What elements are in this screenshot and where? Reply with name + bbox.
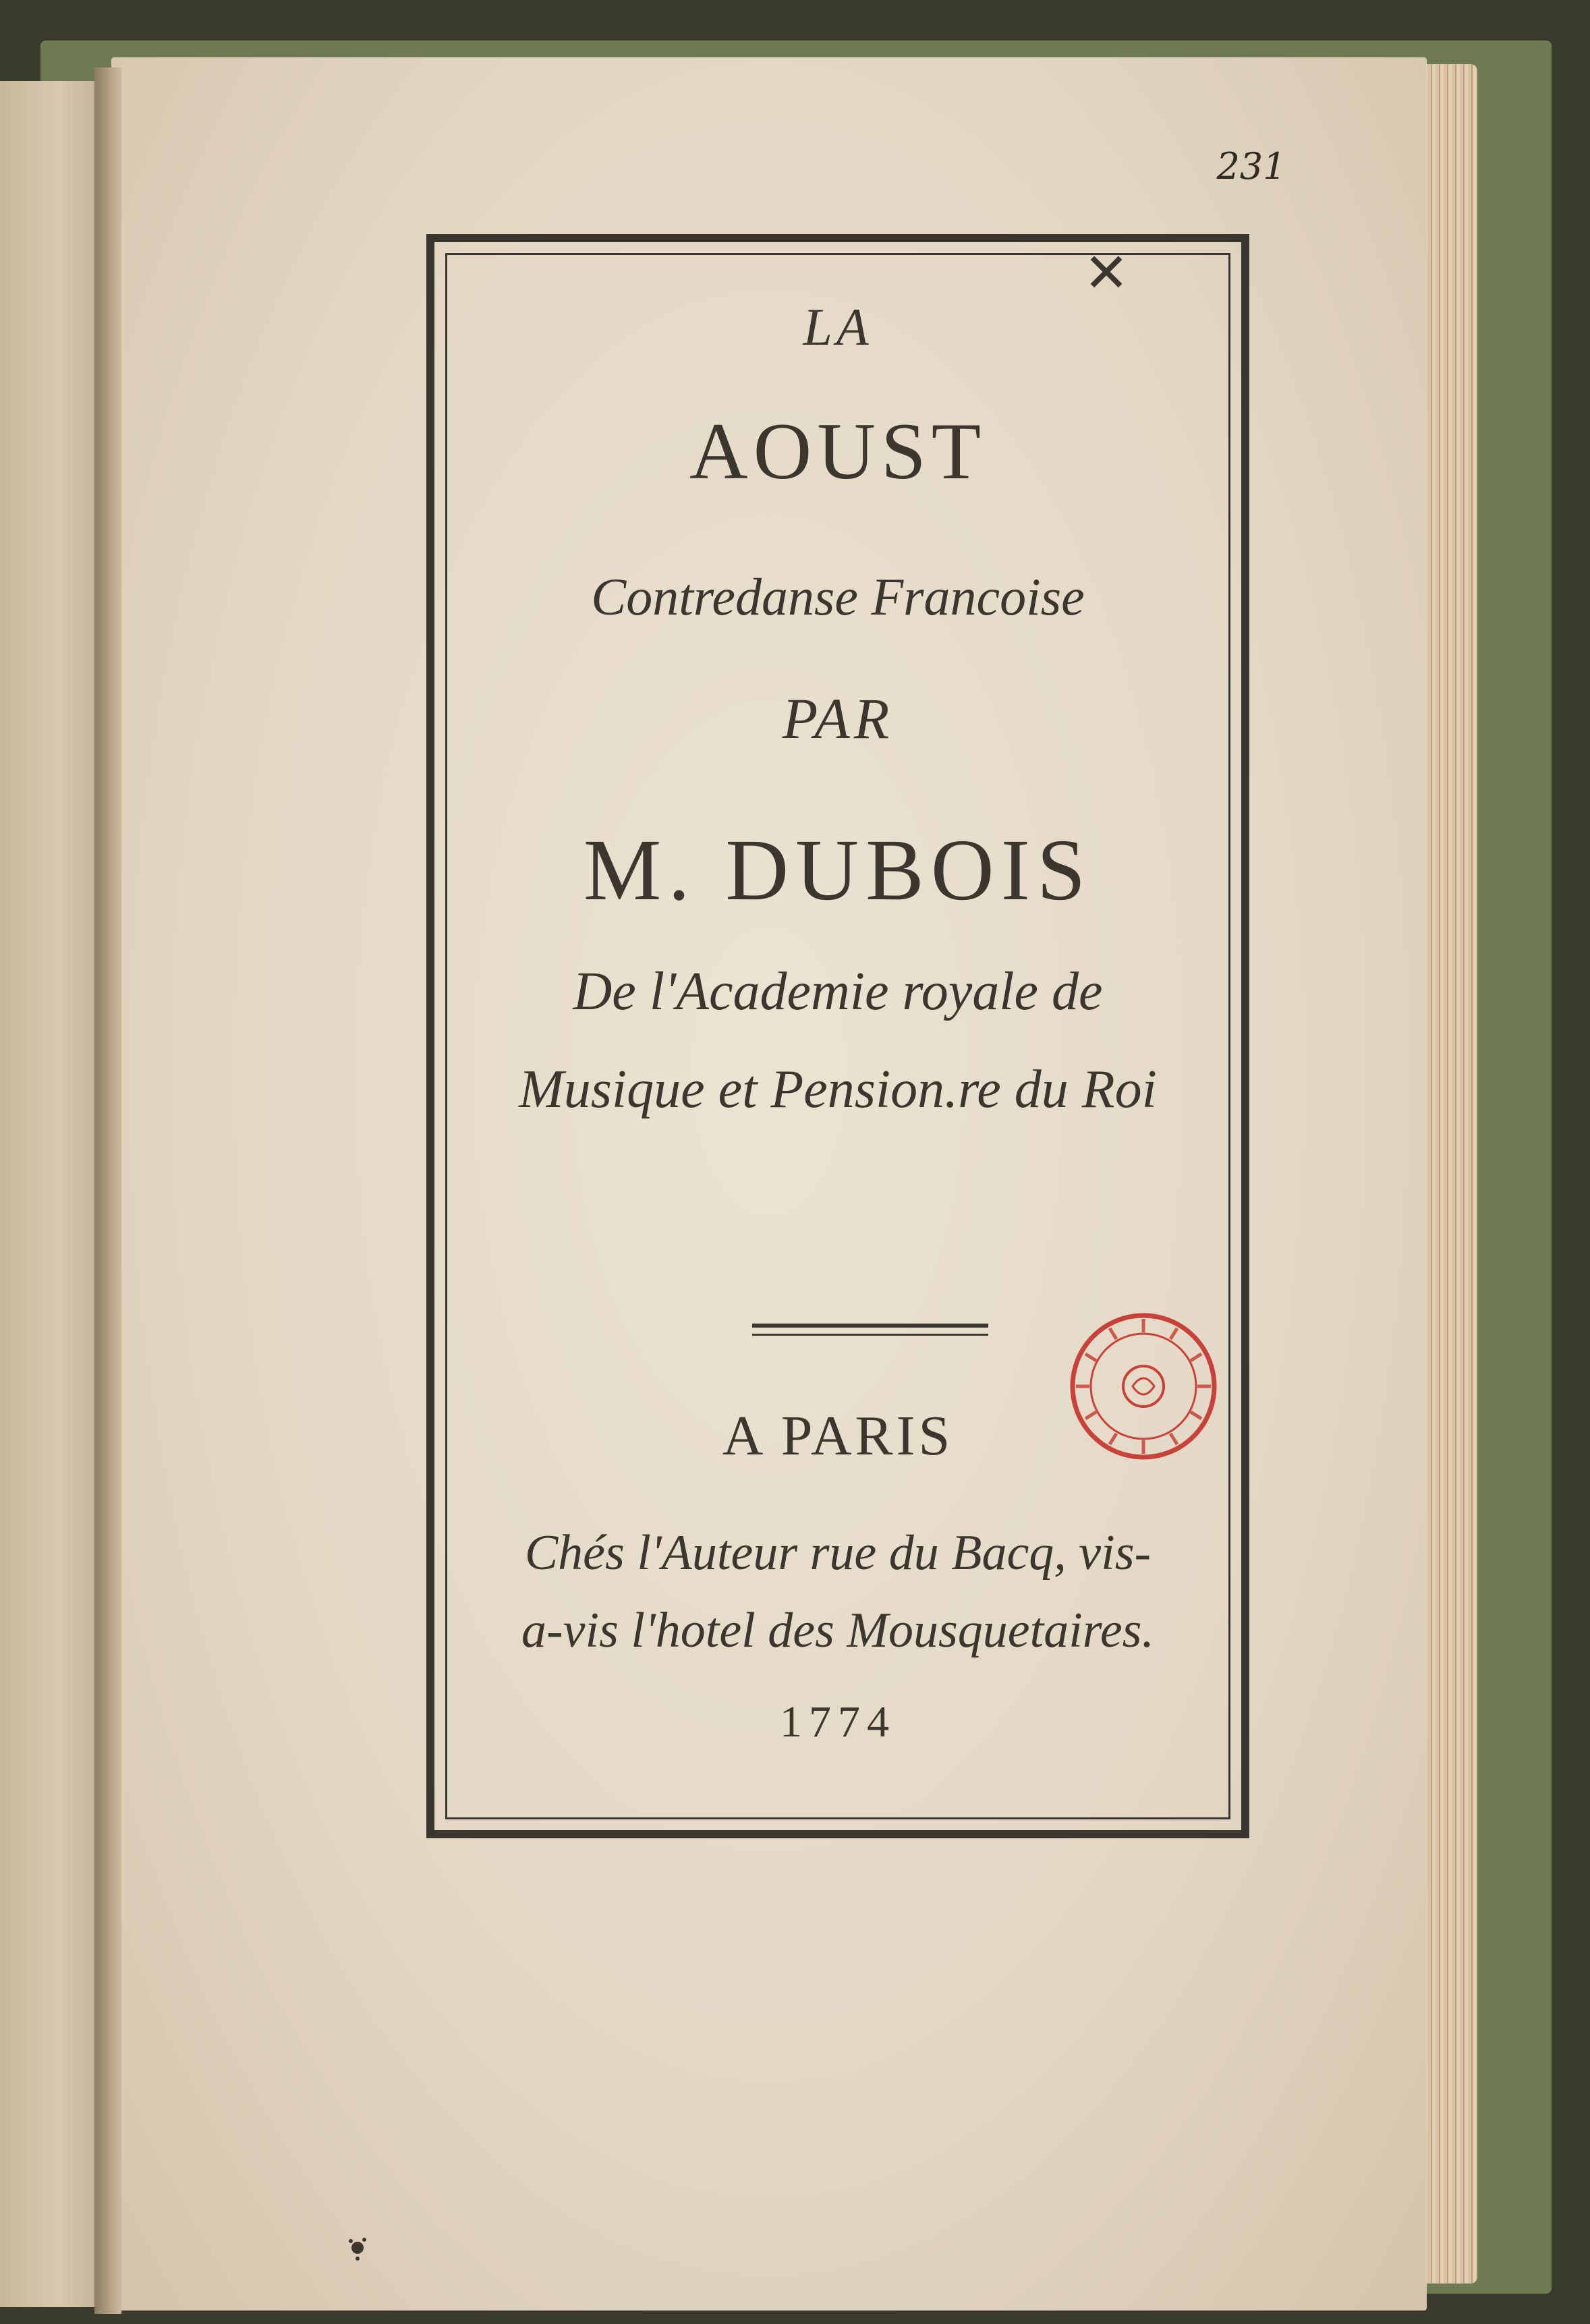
imprint-address-1: Chés l'Auteur rue du Bacq, vis-	[524, 1525, 1152, 1581]
folio-number: 231	[1216, 145, 1286, 188]
previous-leaf	[0, 81, 108, 2307]
ink-blot-icon	[337, 2226, 378, 2267]
double-rule-divider	[752, 1324, 988, 1336]
by-line: PAR	[782, 686, 894, 751]
imprint-address-2: a-vis l'hotel des Mousquetaires.	[521, 1603, 1154, 1658]
work-title: AOUST	[689, 406, 987, 496]
library-stamp-icon	[1062, 1305, 1224, 1467]
title-article: LA	[803, 297, 873, 356]
imprint-year: 1774	[780, 1697, 896, 1747]
author-name: M. DUBOIS	[583, 822, 1093, 919]
author-credentials-2: Musique et Pension.re du Roi	[519, 1060, 1157, 1119]
cross-mark-icon: ✕	[1083, 242, 1129, 304]
binding-gutter	[94, 67, 121, 2314]
work-subtitle: Contredanse Francoise	[591, 567, 1085, 626]
author-credentials-1: De l'Academie royale de	[573, 962, 1103, 1021]
imprint-place: A PARIS	[722, 1405, 954, 1467]
